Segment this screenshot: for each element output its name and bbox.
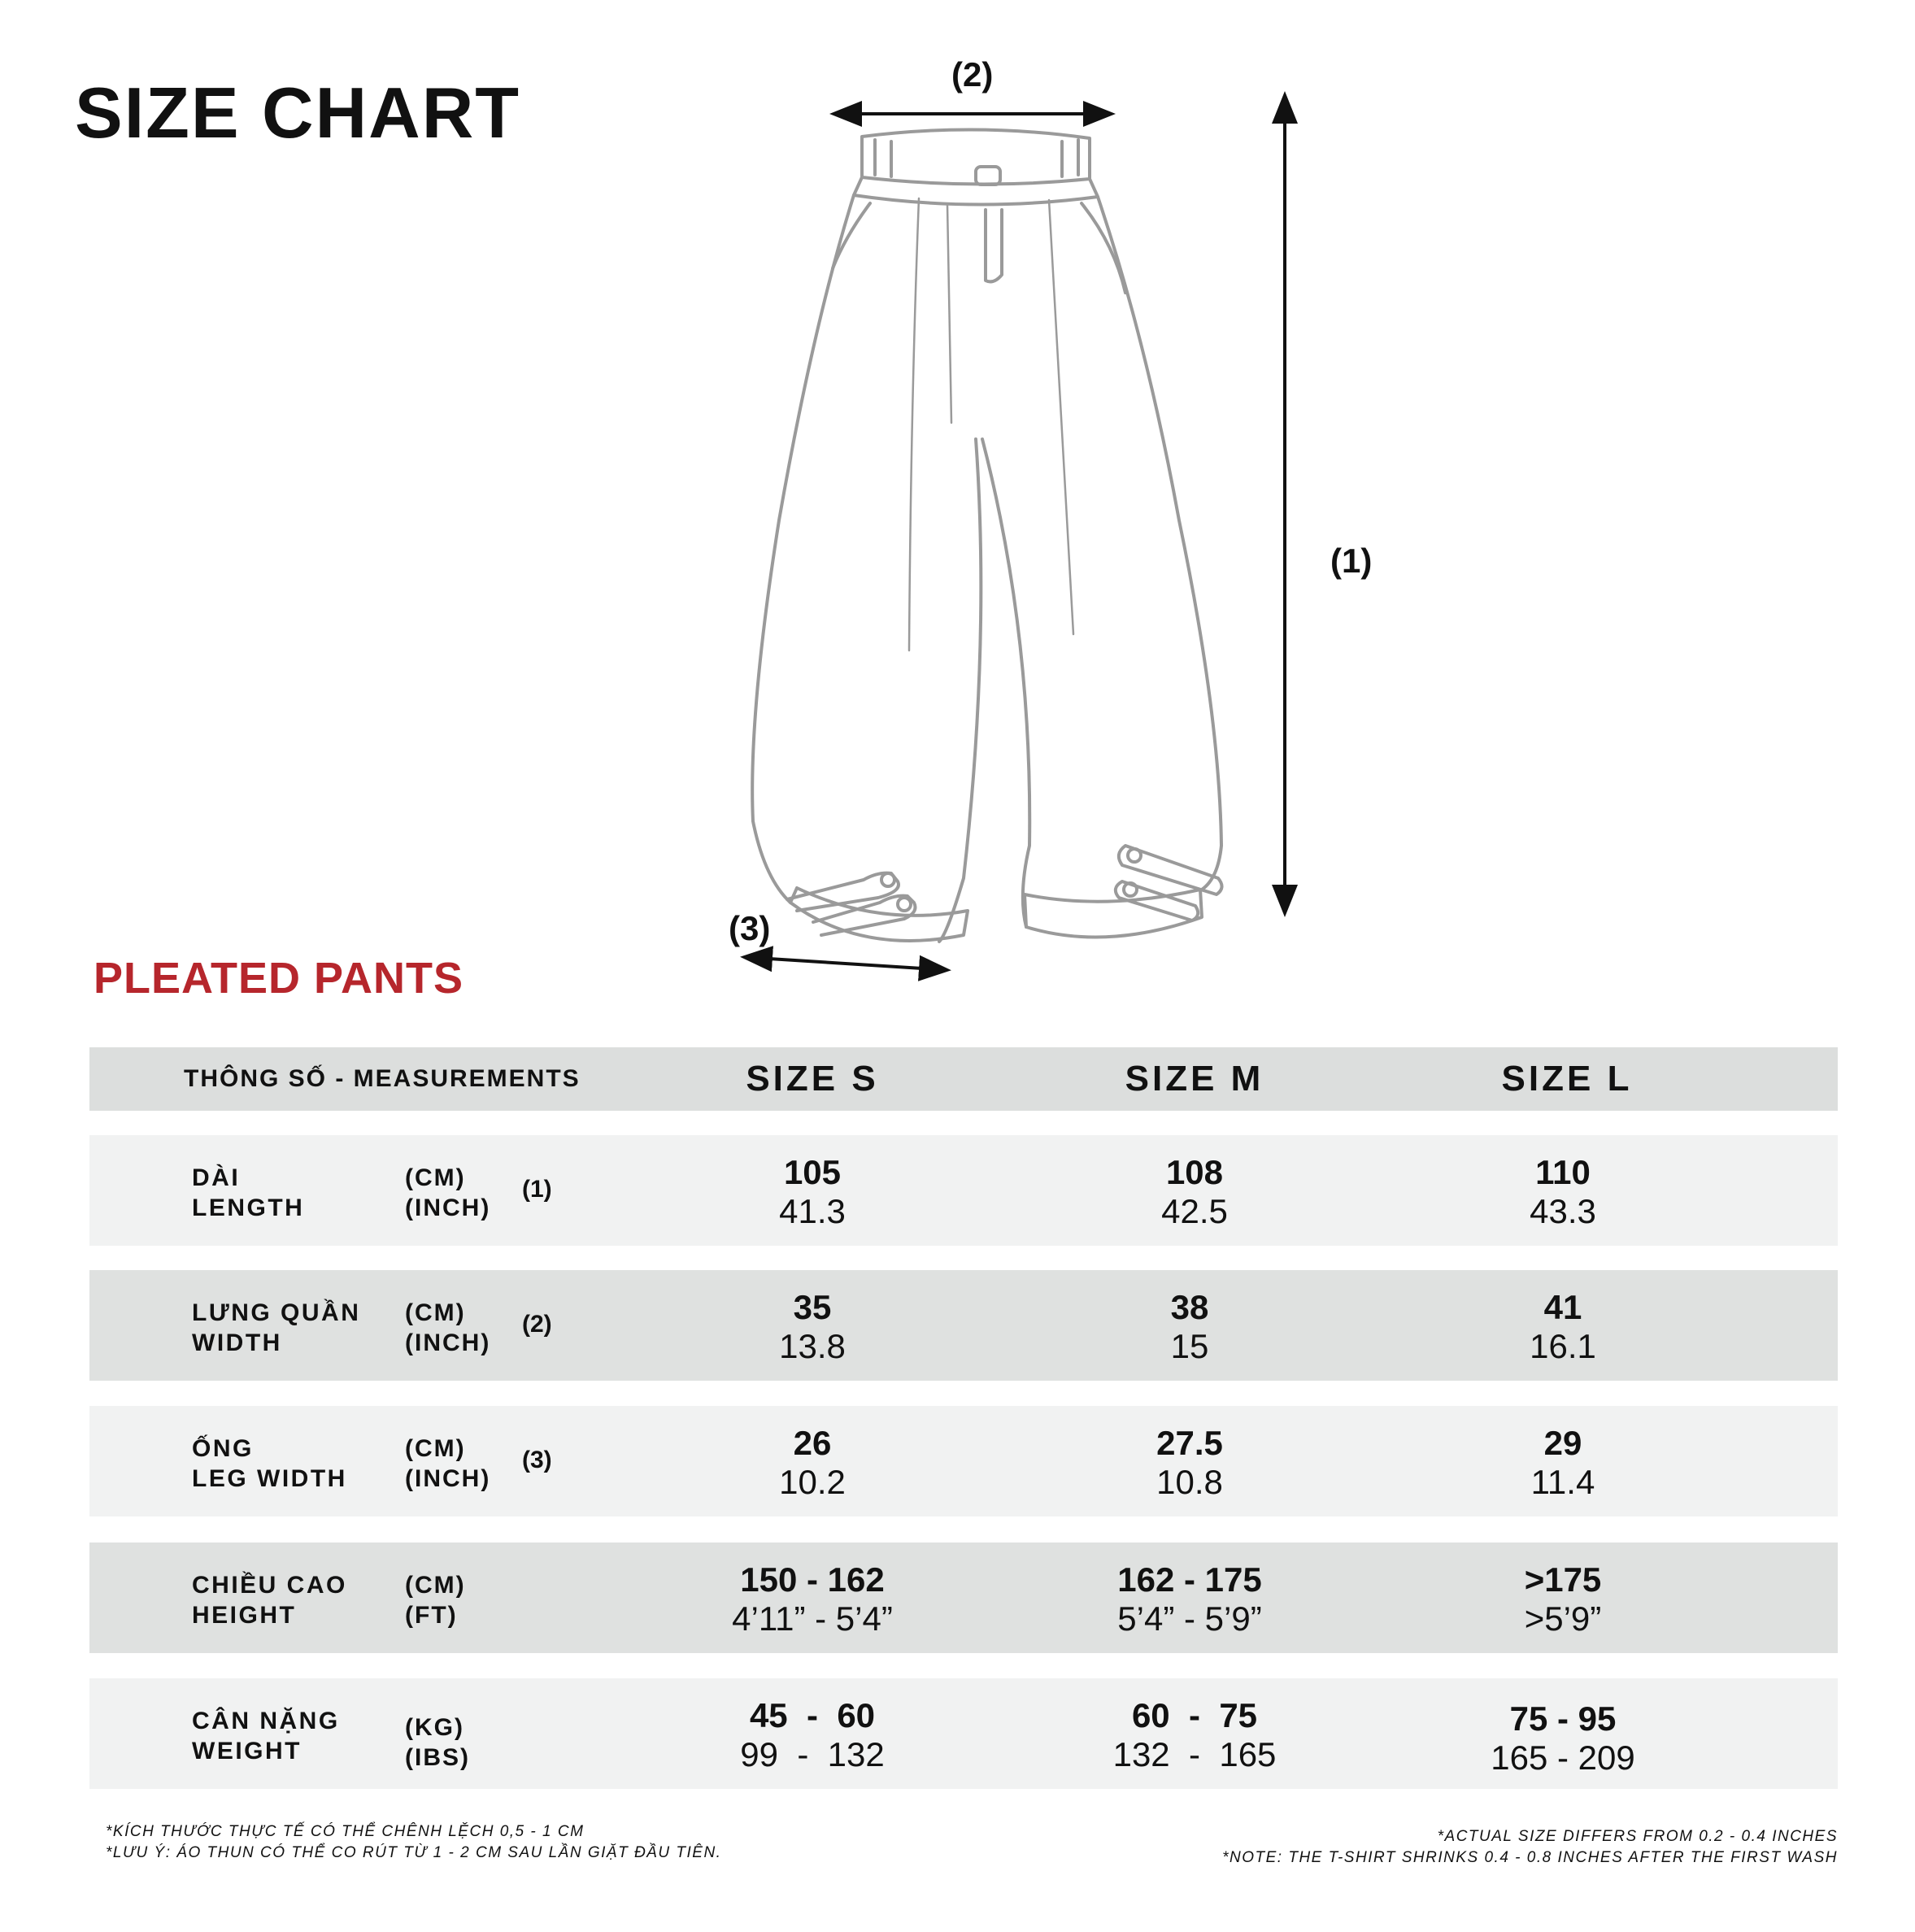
row-ref: (1) [522,1176,552,1203]
value-size-s: 105 41.3 [779,1153,846,1230]
row-ref: (3) [522,1447,552,1473]
header-size-s: SIZE S [746,1059,879,1099]
row-label: CHIỀU CAO HEIGHT [192,1572,347,1629]
value-size-l: 75 - 95 165 - 209 [1491,1699,1635,1777]
value-size-m: 38 15 [1170,1288,1209,1365]
value-size-s: 35 13.8 [779,1288,846,1365]
value-size-s: 45 - 60 99 - 132 [740,1696,885,1773]
value-size-l: 29 11.4 [1530,1424,1595,1501]
note-en: *ACTUAL SIZE DIFFERS FROM 0.2 - 0.4 INCHES *NOTE: THE T-SHIRT SHRINKS 0.4 - 0.8 INCHES AFTER THE FIRST WASH [1222,1828,1838,1866]
table-row-weight [89,1678,1838,1789]
row-label: DÀI LENGTH [192,1164,305,1221]
page-title: SIZE CHART [75,72,520,153]
value-size-m: 60 - 75 132 - 165 [1112,1696,1277,1773]
table-row-leg-width [89,1406,1838,1516]
value-size-s: 26 10.2 [779,1424,846,1501]
row-label: ỐNG LEG WIDTH [192,1435,347,1492]
row-units: (CM) (INCH) [405,1435,491,1492]
row-ref: (2) [522,1311,552,1338]
dim-label-leg-width: (3) [729,909,771,947]
header-size-l: SIZE L [1501,1059,1633,1099]
note-vi: *KÍCH THƯỚC THỰC TẾ CÓ THỂ CHÊNH LỆCH 0,5 - 1 CM *LƯU Ý: ÁO THUN CÓ THỂ CO RÚT TỪ 1 - 2 CM SAU LẦN GIẶT ĐẦU TIÊN. [106,1823,722,1861]
header-measurements: THÔNG SỐ - MEASUREMENTS [184,1065,581,1092]
table-row-length [89,1135,1838,1246]
row-units: (CM) (INCH) [405,1299,491,1356]
row-label: CÂN NẶNG WEIGHT [192,1708,340,1764]
table-row-width [89,1270,1838,1381]
value-size-m: 162 - 175 5’4” - 5’9” [1117,1560,1262,1638]
dim-label-width: (2) [951,55,994,94]
value-size-l: 110 43.3 [1530,1153,1596,1230]
row-units: (CM) (FT) [405,1572,466,1629]
value-size-m: 27.5 10.8 [1156,1424,1223,1501]
row-label: LƯNG QUẦN WIDTH [192,1299,361,1356]
value-size-m: 108 42.5 [1161,1153,1228,1230]
row-units: (CM) (INCH) [405,1164,491,1221]
value-size-l: >175 >5’9” [1524,1560,1602,1638]
product-name: PLEATED PANTS [94,954,464,1003]
header-size-m: SIZE M [1125,1059,1264,1099]
value-size-l: 41 16.1 [1530,1288,1596,1365]
dim-label-length: (1) [1330,542,1373,580]
value-size-s: 150 - 162 4’11” - 5’4” [732,1560,893,1638]
row-units: (KG) (IBS) [405,1714,470,1771]
table-row-height [89,1543,1838,1653]
